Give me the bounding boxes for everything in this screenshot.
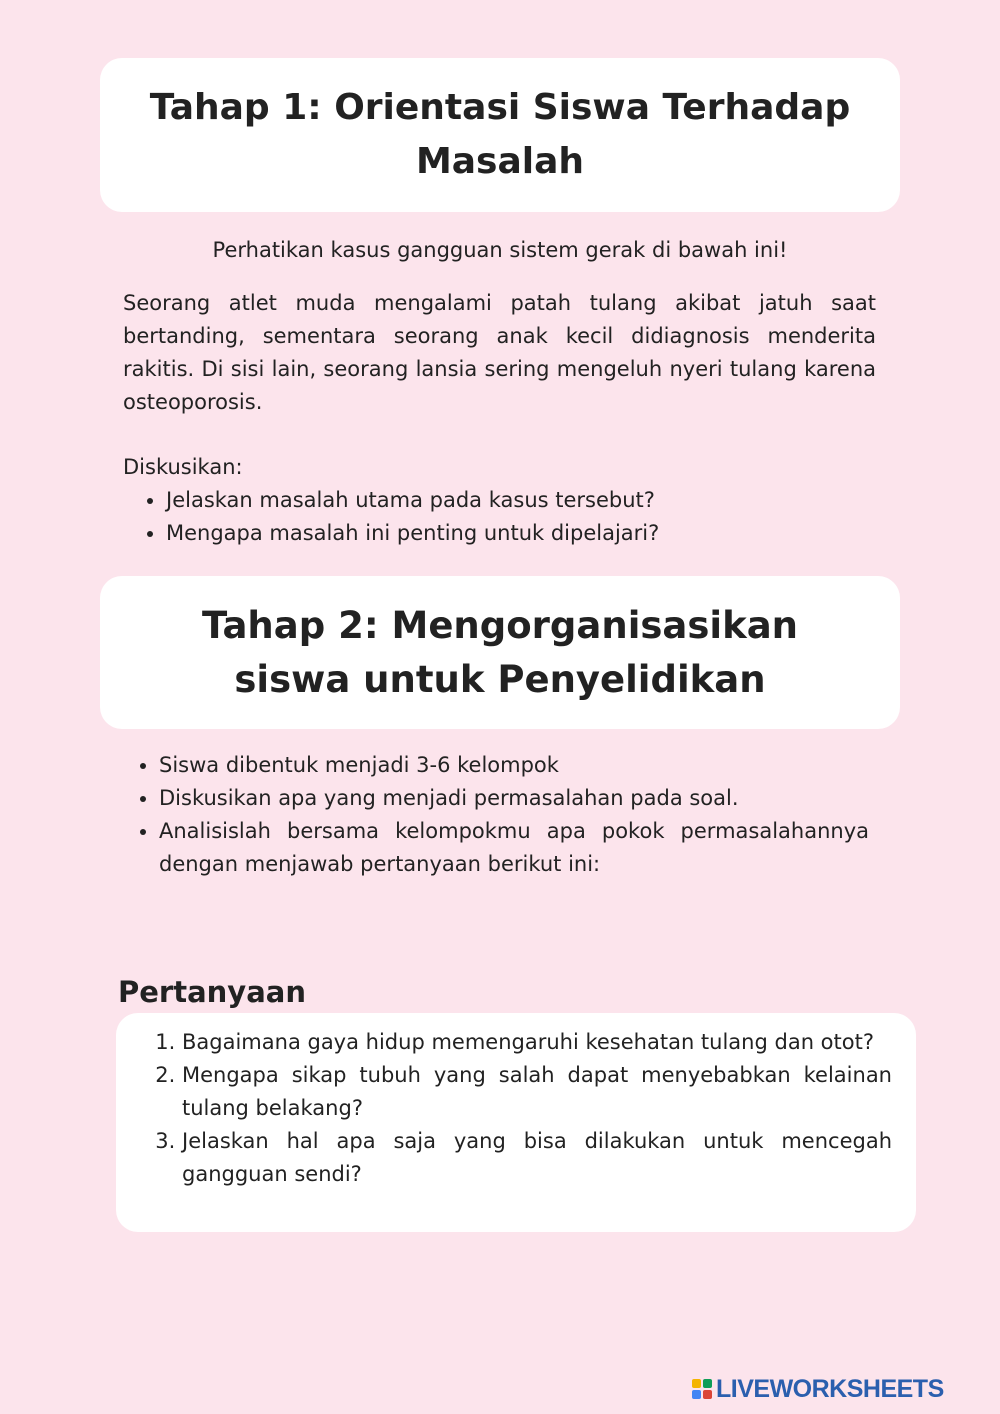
discussion-label: Diskusikan: — [123, 455, 243, 479]
stage2-item: • Diskusikan apa yang menjadi permasalahan pada soal. — [159, 782, 869, 815]
liveworksheets-logo[interactable] — [692, 1374, 944, 1404]
stage2-list — [117, 749, 869, 881]
stage2-title: Tahap 2: Mengorganisasikan siswa untuk Penyelidikan — [201, 603, 799, 701]
stage2-item: • Siswa dibentuk menjadi 3-6 kelompok — [159, 749, 869, 782]
questions-list — [161, 1026, 892, 1191]
discussion-item: • Jelaskan masalah utama pada kasus tersebut? — [166, 484, 926, 517]
stage1-title: Tahap 1: Orientasi Siswa Terhadap Masalah — [149, 87, 851, 182]
question-item: 1. Bagaimana gaya hidup memengaruhi kesehatan tulang dan otot? — [182, 1026, 892, 1059]
discussion-list — [123, 484, 926, 550]
question-item: 2. Mengapa sikap tubuh yang salah dapat menyebabkan kelainan tulang belakang? — [182, 1059, 892, 1125]
stage1-title-card — [100, 58, 900, 212]
logo-text: LIVEWORKSHEETS — [716, 1374, 944, 1403]
stage1-case-text: Seorang atlet muda mengalami patah tulang akibat jatuh saat bertanding, sementara seorang anak kecil didiagnosis menderita rakitis. Di sisi lain, seorang lansia sering mengeluh nyeri tulang karena osteoporosis. — [123, 291, 876, 414]
discussion-item: • Mengapa masalah ini penting untuk dipelajari? — [166, 517, 926, 550]
question-item: 3. Jelaskan hal apa saja yang bisa dilakukan untuk mencegah gangguan sendi? — [182, 1125, 892, 1191]
stage2-item: • Analisislah bersama kelompokmu apa pokok permasalahannya dengan menjawab pertanyaan berikut ini: — [159, 815, 869, 881]
stage1-intro: Perhatikan kasus gangguan sistem gerak di bawah ini! — [212, 238, 788, 262]
questions-card — [116, 1013, 916, 1232]
questions-heading: Pertanyaan — [118, 975, 306, 1009]
liveworksheets-logo-icon — [692, 1379, 712, 1399]
stage2-title-card — [100, 576, 900, 729]
